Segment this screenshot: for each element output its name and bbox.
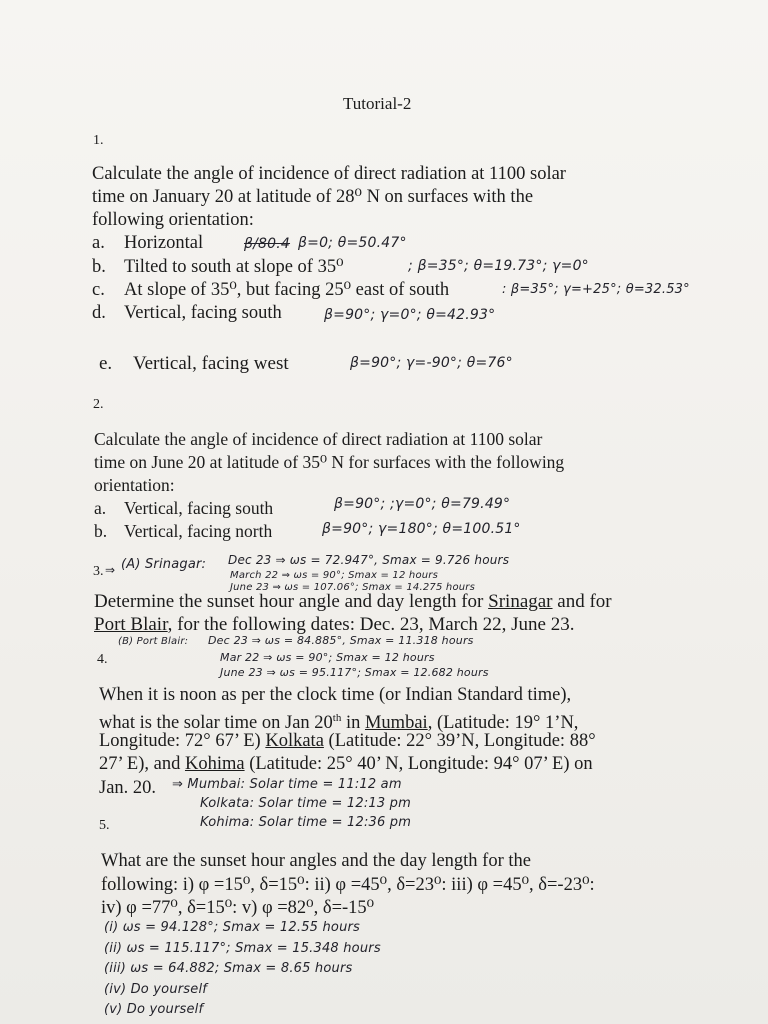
q1-item-a-text: Horizontal <box>124 233 204 253</box>
q1-item-c-text: At slope of 35⁰, but facing 25⁰ east of south <box>124 280 450 300</box>
q2-item-a-answer: β=90°; ;γ=0°; θ=79.49° <box>334 496 511 512</box>
q5-answer-iii: (iii) ωs = 64.882; Smax = 8.65 hours <box>104 961 353 976</box>
q1-item-a-answer: β=0; θ=50.47° <box>298 235 407 251</box>
page-title: Tutorial-2 <box>343 94 412 113</box>
question-4-line-2: what is the solar time on Jan 20th in Mumbai, (Latitude: 19° 1’N, <box>99 712 579 734</box>
q3-port-blair-jun: June 23 ⇒ ωs = 95.117°; Smax = 12.682 hours <box>220 666 489 679</box>
q1-item-e-answer: β=90°; γ=-90°; θ=76° <box>350 355 513 371</box>
question-5-line-1: What are the sunset hour angles and the day length for the <box>101 851 531 871</box>
q1-item-c-label: c. <box>92 280 105 300</box>
q1-item-c-answer: : β=35°; γ=+25°; θ=32.53° <box>502 282 690 297</box>
q3-srinagar-label: (A) Srinagar: <box>121 557 207 572</box>
question-2-line-3: orientation: <box>94 475 175 495</box>
q4-answer-mumbai: ⇒ Mumbai: Solar time = 11:12 am <box>172 777 402 792</box>
q2-item-a-text: Vertical, facing south <box>124 498 274 518</box>
question-3-number: 3. <box>93 564 104 579</box>
q2-item-a-label: a. <box>94 498 107 518</box>
q3-port-blair-dec: Dec 23 ⇒ ωs = 84.885°, Smax = 11.318 hours <box>208 634 474 647</box>
question-1-number: 1. <box>93 133 104 148</box>
q1-item-b-text: Tilted to south at slope of 35⁰ <box>124 257 344 277</box>
question-3-line-2: Port Blair, for the following dates: Dec. 23, March 22, June 23. <box>94 614 575 635</box>
q1-item-e-text: Vertical, facing west <box>133 353 289 374</box>
question-4-line-3: Longitude: 72° 67’ E) Kolkata (Latitude: 22° 39’N, Longitude: 88° <box>99 731 596 751</box>
q2-item-b-answer: β=90°; γ=180°; θ=100.51° <box>322 521 521 537</box>
q4-answer-kohima: Kohima: Solar time = 12:36 pm <box>200 815 412 830</box>
question-4-line-5: Jan. 20. <box>99 778 157 798</box>
q2-item-b-label: b. <box>94 521 108 541</box>
question-4-number: 4. <box>97 652 108 667</box>
question-1-line-3: following orientation: <box>92 210 254 230</box>
question-2-line-1: Calculate the angle of incidence of direct radiation at 1100 solar <box>94 429 543 449</box>
q5-answer-ii: (ii) ωs = 115.117°; Smax = 15.348 hours <box>104 941 381 956</box>
q4-answer-kolkata: Kolkata: Solar time = 12:13 pm <box>200 796 411 811</box>
q1-item-d-answer: β=90°; γ=0°; θ=42.93° <box>324 307 496 323</box>
q1-item-b-answer: ; β=35°; θ=19.73°; γ=0° <box>408 258 589 274</box>
q1-item-a-scribble: β/80.4 <box>244 236 291 252</box>
q1-item-a-label: a. <box>92 233 105 253</box>
question-2-number: 2. <box>93 397 104 412</box>
question-5-number: 5. <box>99 818 110 833</box>
question-1-line-2: time on January 20 at latitude of 28⁰ N on surfaces with the <box>92 187 534 207</box>
q5-answer-i: (i) ωs = 94.128°; Smax = 12.55 hours <box>104 920 361 935</box>
q3-srinagar-dec: Dec 23 ⇒ ωs = 72.947°, Smax = 9.726 hours <box>228 553 510 567</box>
question-2-line-2: time on June 20 at latitude of 35⁰ N for surfaces with the following <box>94 452 565 472</box>
question-5-line-2: following: i) φ =15⁰, δ=15⁰: ii) φ =45⁰, δ=23⁰: iii) φ =45⁰, δ=-23⁰: <box>101 875 595 895</box>
q1-item-b-label: b. <box>92 257 106 277</box>
q2-item-b-text: Vertical, facing north <box>124 521 273 541</box>
question-5-line-3: iv) φ =77⁰, δ=15⁰: v) φ =82⁰, δ=-15⁰ <box>101 898 375 918</box>
q1-item-d-label: d. <box>92 303 106 323</box>
q3-srinagar-mar: March 22 ⇒ ωs = 90°; Smax = 12 hours <box>230 570 439 581</box>
q1-item-e-label: e. <box>99 353 113 374</box>
q5-answer-iv: (iv) Do yourself <box>104 982 208 997</box>
question-3-line-1: Determine the sunset hour angle and day length for Srinagar and for <box>94 591 612 612</box>
q3-port-blair-label: (B) Port Blair: <box>118 636 189 647</box>
q3-port-blair-mar: Mar 22 ⇒ ωs = 90°; Smax = 12 hours <box>220 651 435 664</box>
q3-arrow-icon: ⇒ <box>105 563 116 577</box>
q5-answer-v: (v) Do yourself <box>104 1002 204 1017</box>
question-4-line-1: When it is noon as per the clock time (or Indian Standard time), <box>99 685 572 705</box>
q1-item-d-text: Vertical, facing south <box>124 303 282 323</box>
q3-srinagar-jun: June 23 ⇒ ωs = 107.06°; Smax = 14.275 hours <box>230 582 476 593</box>
question-1-line-1: Calculate the angle of incidence of direct radiation at 1100 solar <box>92 164 566 184</box>
question-4-line-4: 27’ E), and Kohima (Latitude: 25° 40’ N, Longitude: 94° 07’ E) on <box>99 754 593 774</box>
